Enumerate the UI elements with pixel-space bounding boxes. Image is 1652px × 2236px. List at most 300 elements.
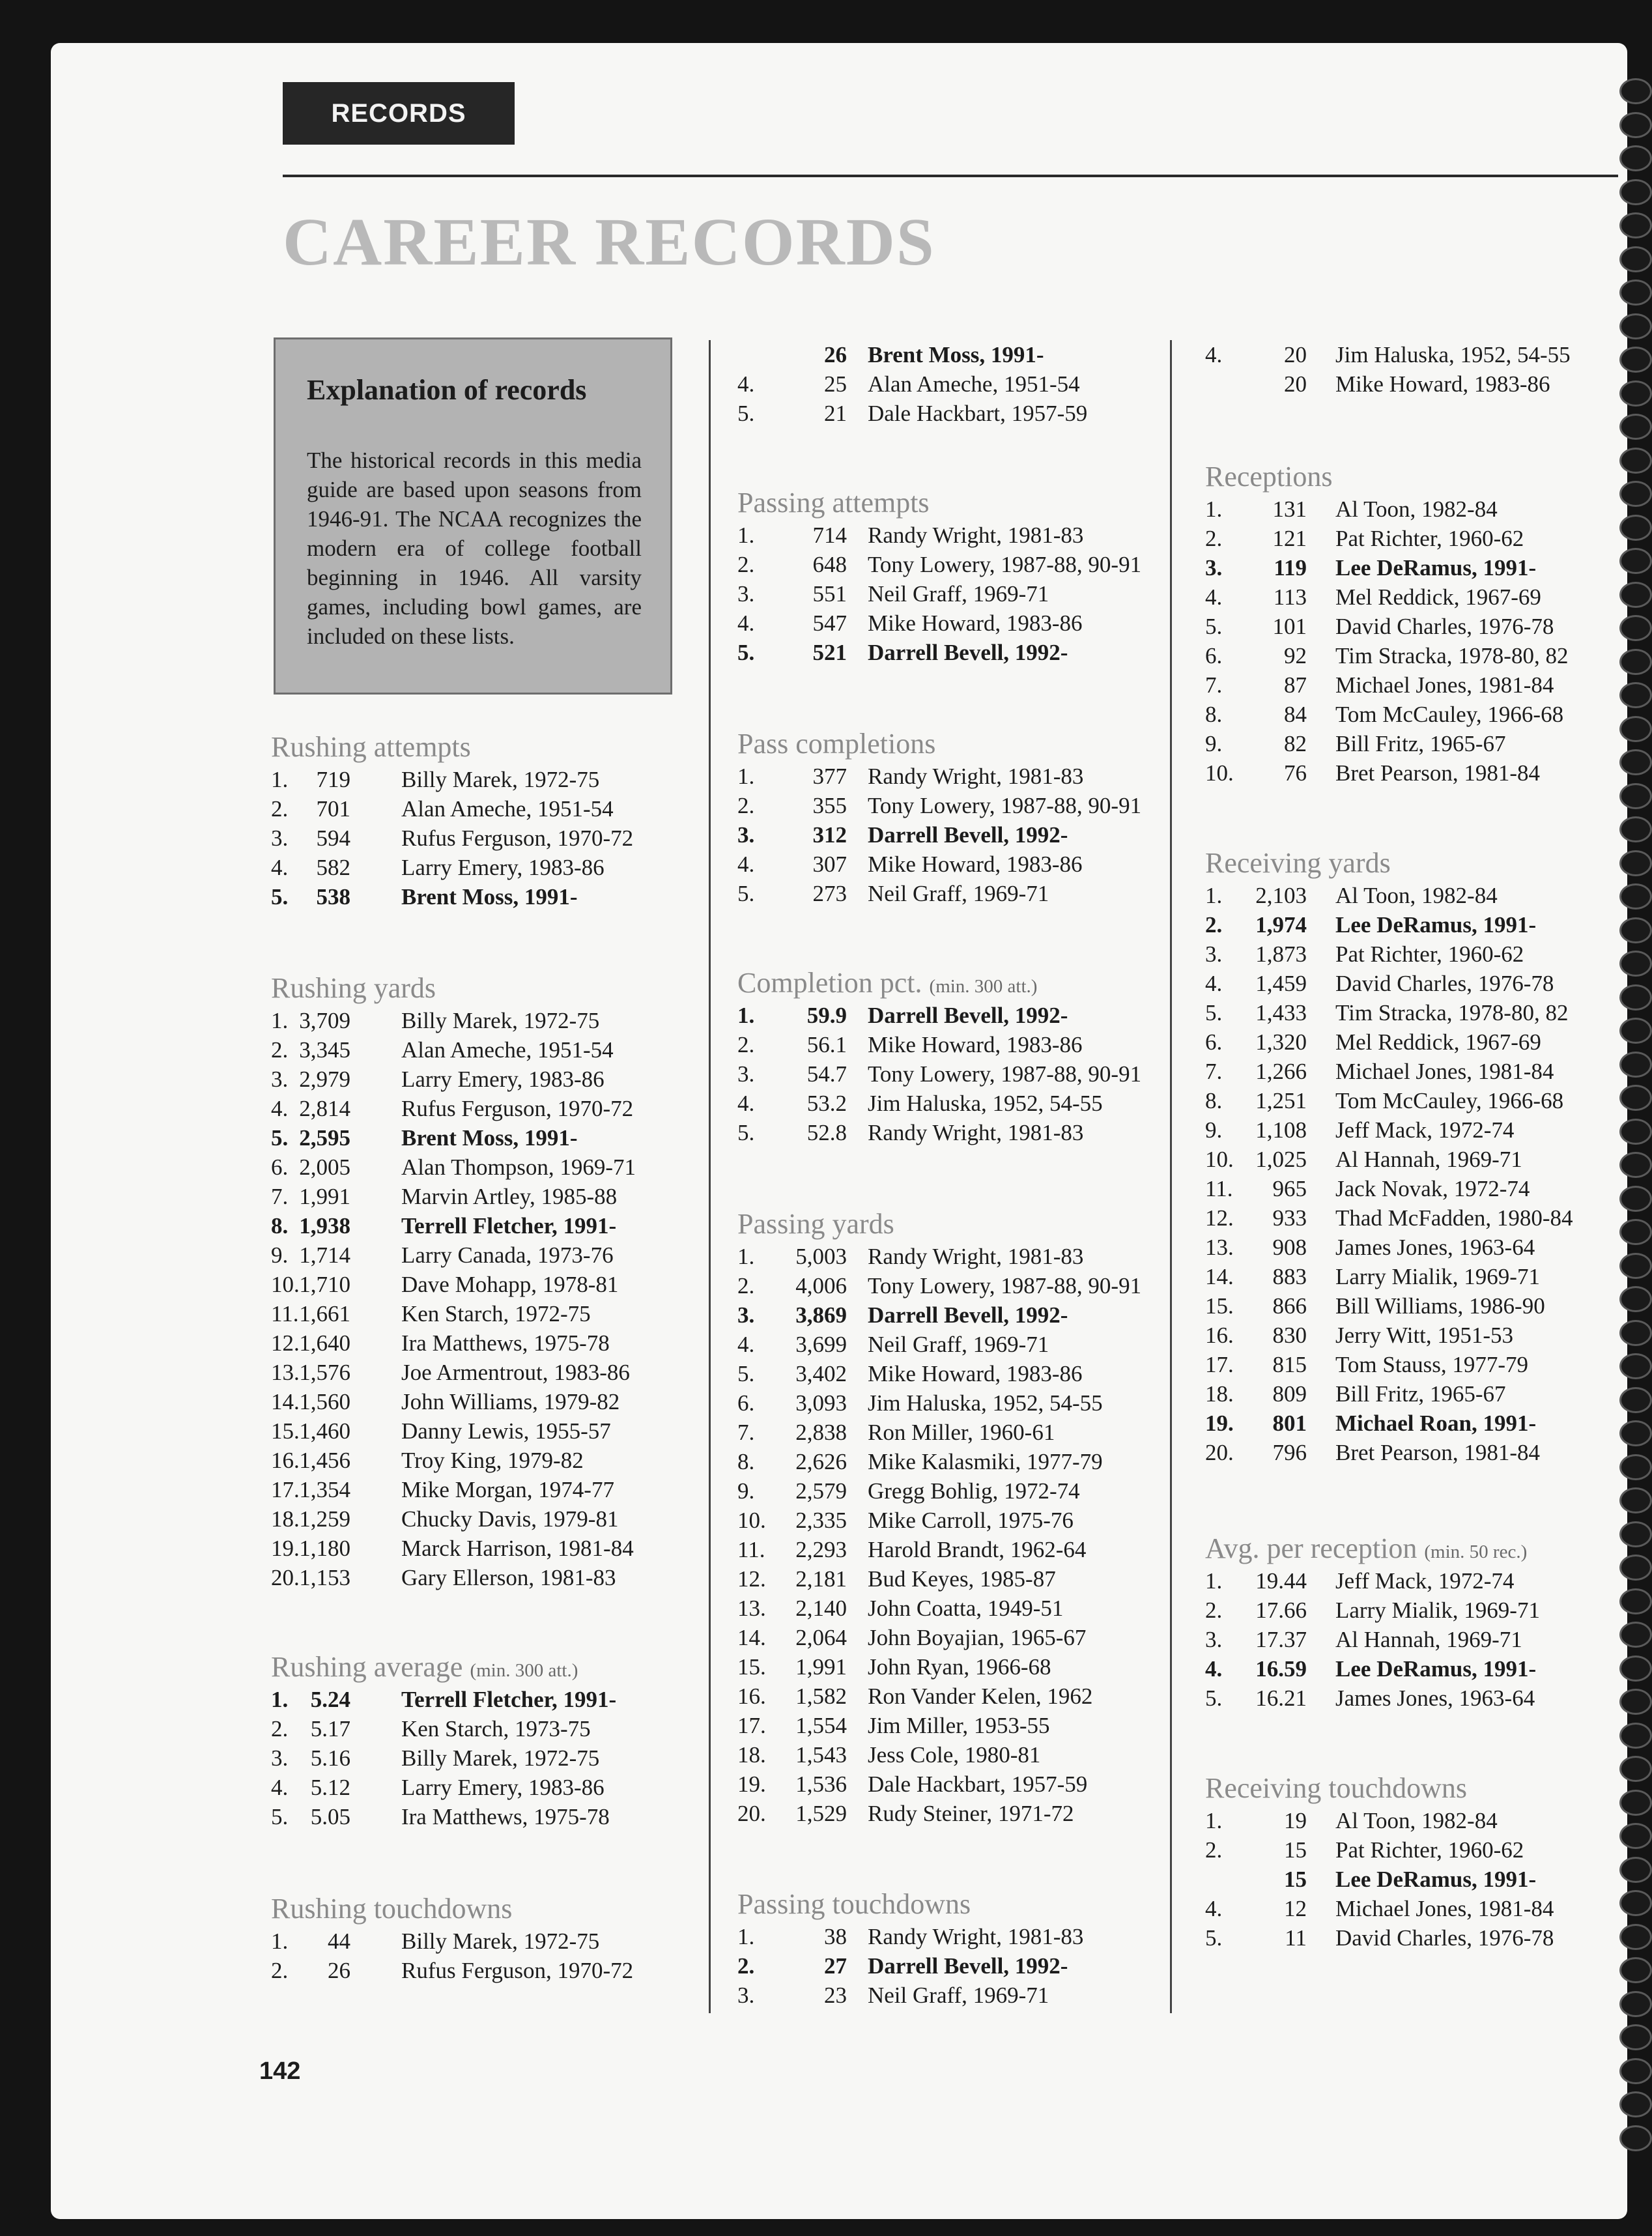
- record-row: [1205, 1865, 1635, 1894]
- record-player: Billy Marek, 1972-75: [401, 1928, 600, 1954]
- record-player: Jerry Witt, 1951-53: [1335, 1323, 1514, 1348]
- record-value: 1,320: [1255, 1029, 1307, 1055]
- record-rank: 9.: [1205, 1117, 1223, 1143]
- record-player: Alan Ameche, 1951-54: [868, 371, 1080, 397]
- record-rank: 5.: [1205, 614, 1223, 639]
- record-value: 5.12: [310, 1775, 350, 1800]
- record-player: Al Toon, 1982-84: [1335, 1808, 1498, 1833]
- record-value: 25: [824, 371, 847, 397]
- record-value: 801: [1272, 1411, 1307, 1436]
- record-row: [737, 850, 1167, 879]
- record-player: Darrell Bevell, 1992-: [868, 1302, 1068, 1328]
- record-player: Alan Ameche, 1951-54: [401, 796, 614, 822]
- page-number: 142: [259, 2057, 301, 2085]
- record-rank: 7.: [271, 1184, 289, 1209]
- record-row: [737, 638, 1167, 667]
- record-player: Bill Fritz, 1965-67: [1335, 731, 1506, 756]
- record-rank: 5.: [271, 884, 289, 910]
- record-value: 648: [812, 552, 847, 577]
- record-rank: 3.: [737, 581, 755, 607]
- category-note: (min. 300 att.): [929, 976, 1038, 997]
- record-player: Al Hannah, 1969-71: [1335, 1627, 1522, 1652]
- record-rank: 12.: [271, 1330, 300, 1356]
- record-rank: 4.: [1205, 342, 1223, 367]
- record-row: [737, 1981, 1167, 2010]
- record-row: [737, 1300, 1167, 1330]
- record-value: 1,554: [795, 1713, 847, 1738]
- record-player: Terrell Fletcher, 1991-: [401, 1687, 617, 1712]
- record-row: [271, 1927, 701, 1956]
- record-rank: 8.: [737, 1449, 755, 1474]
- record-rank: 14.: [1205, 1264, 1234, 1289]
- record-row: [737, 1059, 1167, 1089]
- page-title: CAREER RECORDS: [283, 205, 935, 280]
- record-value: 1,710: [299, 1272, 350, 1297]
- record-rank: 19.: [1205, 1411, 1234, 1436]
- category-title: [737, 1207, 1167, 1242]
- record-category: [737, 726, 1167, 908]
- record-value: 101: [1272, 614, 1307, 639]
- record-player: Lee DeRamus, 1991-: [1335, 912, 1537, 938]
- record-category: [1205, 1531, 1635, 1713]
- record-value: 538: [316, 884, 350, 910]
- category-title: [737, 966, 1167, 1001]
- record-category: [737, 1887, 1167, 2010]
- record-row: [737, 1594, 1167, 1623]
- record-rank: 5.: [737, 640, 755, 665]
- record-rank: 5.: [737, 881, 755, 906]
- record-row: [737, 1506, 1167, 1535]
- category-title: [1205, 846, 1635, 881]
- record-value: 355: [812, 793, 847, 818]
- record-rank: 10.: [271, 1272, 300, 1297]
- spiral-ring: [1619, 2091, 1652, 2117]
- category-title-text: Pass completions: [737, 728, 936, 760]
- record-row: [271, 1211, 701, 1240]
- record-player: Billy Marek, 1972-75: [401, 1745, 600, 1771]
- record-row: [737, 609, 1167, 638]
- record-row: [737, 1359, 1167, 1388]
- record-row: [271, 1387, 701, 1416]
- record-row: [271, 1299, 701, 1328]
- record-rank: 20.: [737, 1801, 766, 1826]
- record-player: Ira Matthews, 1975-78: [401, 1330, 610, 1356]
- record-player: Mike Howard, 1983-86: [868, 610, 1083, 636]
- record-row: [271, 882, 701, 911]
- record-row: [271, 1534, 701, 1563]
- record-row: [271, 1563, 701, 1592]
- record-row: [737, 1770, 1167, 1799]
- record-row: [271, 1475, 701, 1504]
- record-value: 1,974: [1255, 912, 1307, 938]
- record-player: Tom McCauley, 1966-68: [1335, 1088, 1564, 1113]
- record-rank: 4.: [737, 1091, 755, 1116]
- record-row: [271, 794, 701, 824]
- record-player: Jess Cole, 1980-81: [868, 1742, 1041, 1768]
- category-title-text: Passing touchdowns: [737, 1888, 971, 1920]
- record-player: Mel Reddick, 1967-69: [1335, 1029, 1541, 1055]
- record-row: [737, 579, 1167, 609]
- record-player: Jeff Mack, 1972-74: [1335, 1568, 1515, 1594]
- record-player: Rufus Ferguson, 1970-72: [401, 1958, 634, 1983]
- record-value: 1,456: [299, 1448, 350, 1473]
- record-value: 4,006: [795, 1273, 847, 1298]
- record-row: [737, 1089, 1167, 1118]
- record-value: 2,335: [795, 1508, 847, 1533]
- record-rank: 11.: [737, 1537, 765, 1562]
- record-player: Jim Miller, 1953-55: [868, 1713, 1050, 1738]
- record-player: John Boyajian, 1965-67: [868, 1625, 1087, 1650]
- record-row: [271, 1270, 701, 1299]
- record-row: [1205, 1379, 1635, 1409]
- record-value: 20: [1284, 342, 1307, 367]
- record-row: [1205, 1145, 1635, 1174]
- record-player: Larry Emery, 1983-86: [401, 855, 605, 880]
- record-rank: 20.: [271, 1565, 300, 1590]
- record-row: [1205, 340, 1635, 369]
- record-rank: 2.: [1205, 1598, 1223, 1623]
- record-player: Darrell Bevell, 1992-: [868, 1003, 1068, 1028]
- record-rank: 3.: [737, 822, 755, 848]
- record-value: 15: [1284, 1837, 1307, 1863]
- record-player: Brent Moss, 1991-: [401, 884, 578, 910]
- record-value: 883: [1272, 1264, 1307, 1289]
- record-player: Lee DeRamus, 1991-: [1335, 1656, 1537, 1682]
- spiral-ring: [1619, 246, 1652, 272]
- record-row: [1205, 1321, 1635, 1350]
- record-rank: 4.: [271, 855, 289, 880]
- record-rank: 7.: [737, 1420, 755, 1445]
- record-value: 551: [812, 581, 847, 607]
- record-value: 1,714: [299, 1242, 350, 1268]
- record-row: [737, 1242, 1167, 1271]
- record-row: [1205, 910, 1635, 939]
- record-row: [737, 1271, 1167, 1300]
- category-title: [737, 726, 1167, 762]
- record-player: Bill Fritz, 1965-67: [1335, 1381, 1506, 1407]
- record-category: [737, 1207, 1167, 1828]
- record-value: 2,005: [299, 1154, 350, 1180]
- record-player: Marck Harrison, 1981-84: [401, 1536, 634, 1561]
- header-rule: [283, 175, 1618, 177]
- record-player: John Williams, 1979-82: [401, 1389, 620, 1414]
- record-rank: 15.: [1205, 1293, 1234, 1319]
- record-value: 23: [824, 1983, 847, 2008]
- record-value: 3,709: [299, 1008, 350, 1033]
- category-title-text: Avg. per reception: [1205, 1532, 1417, 1564]
- record-player: Pat Richter, 1960-62: [1335, 941, 1524, 967]
- record-value: 2,595: [299, 1125, 350, 1151]
- record-player: Al Toon, 1982-84: [1335, 883, 1498, 908]
- record-row: [271, 1123, 701, 1153]
- record-player: Tony Lowery, 1987-88, 90-91: [868, 1061, 1142, 1087]
- record-row: [1205, 1438, 1635, 1467]
- record-rank: 12.: [1205, 1205, 1234, 1231]
- record-player: Joe Armentrout, 1983-86: [401, 1360, 630, 1385]
- record-rank: 10.: [737, 1508, 766, 1533]
- record-rank: 7.: [1205, 1059, 1223, 1084]
- record-player: Randy Wright, 1981-83: [868, 764, 1084, 789]
- record-category: [737, 485, 1167, 667]
- category-title-text: Rushing attempts: [271, 731, 471, 763]
- record-row: [1205, 969, 1635, 998]
- record-rank: 11.: [271, 1301, 299, 1326]
- category-title-text: Passing attempts: [737, 487, 930, 519]
- record-rank: 2.: [271, 1958, 289, 1983]
- record-player: Tim Stracka, 1978-80, 82: [1335, 643, 1569, 668]
- record-rank: 17.: [271, 1477, 300, 1502]
- record-value: 719: [316, 767, 350, 792]
- record-rank: 1.: [1205, 883, 1223, 908]
- record-row: [737, 1711, 1167, 1740]
- record-row: [1205, 1203, 1635, 1233]
- spiral-ring: [1619, 212, 1652, 238]
- record-player: Mike Howard, 1983-86: [1335, 371, 1550, 397]
- record-row: [271, 1416, 701, 1446]
- record-rank: 4.: [737, 852, 755, 877]
- record-value: 1,108: [1255, 1117, 1307, 1143]
- record-value: 1,266: [1255, 1059, 1307, 1084]
- record-rank: 13.: [271, 1360, 300, 1385]
- record-row: [271, 1504, 701, 1534]
- record-value: 2,064: [795, 1625, 847, 1650]
- record-value: 377: [812, 764, 847, 789]
- record-row: [271, 1182, 701, 1211]
- record-value: 1,576: [299, 1360, 350, 1385]
- record-rank: 1.: [271, 767, 289, 792]
- record-rank: 4.: [737, 610, 755, 636]
- record-player: Tom Stauss, 1977-79: [1335, 1352, 1529, 1377]
- record-value: 2,579: [795, 1478, 847, 1504]
- record-player: Lee DeRamus, 1991-: [1335, 555, 1537, 580]
- record-row: [737, 791, 1167, 820]
- record-player: Troy King, 1979-82: [401, 1448, 584, 1473]
- record-value: 52.8: [806, 1120, 847, 1145]
- record-value: 113: [1273, 584, 1307, 610]
- record-row: [1205, 1806, 1635, 1835]
- record-player: Gregg Bohlig, 1972-74: [868, 1478, 1080, 1504]
- category-title-text: Passing yards: [737, 1208, 894, 1240]
- record-rank: 2.: [1205, 526, 1223, 551]
- record-rank: 4.: [271, 1096, 289, 1121]
- record-value: 307: [812, 852, 847, 877]
- record-rank: 3.: [271, 1745, 289, 1771]
- record-row: [737, 340, 1167, 369]
- record-rank: 14.: [737, 1625, 766, 1650]
- record-rank: 3.: [737, 1061, 755, 1087]
- record-player: Brent Moss, 1991-: [868, 342, 1044, 367]
- record-value: 312: [812, 822, 847, 848]
- record-value: 3,869: [795, 1302, 847, 1328]
- record-player: Neil Graff, 1969-71: [868, 881, 1049, 906]
- record-rank: 4.: [737, 371, 755, 397]
- record-value: 76: [1284, 760, 1307, 786]
- record-rank: 1.: [1205, 496, 1223, 522]
- record-rank: 17.: [737, 1713, 766, 1738]
- record-rank: 3.: [1205, 555, 1223, 580]
- record-row: [271, 1065, 701, 1094]
- record-value: 5.17: [310, 1716, 350, 1742]
- record-player: Dale Hackbart, 1957-59: [868, 1771, 1088, 1797]
- record-category: [737, 966, 1167, 1147]
- record-row: [271, 1714, 701, 1743]
- record-row: [1205, 1262, 1635, 1291]
- record-rank: 3.: [271, 1067, 289, 1092]
- spiral-ring: [1619, 179, 1652, 205]
- record-rank: 3.: [737, 1983, 755, 2008]
- record-category: [737, 340, 1167, 428]
- spiral-ring: [1619, 1487, 1652, 1513]
- record-value: 1,460: [299, 1418, 350, 1444]
- record-row: [737, 521, 1167, 550]
- record-row: [1205, 881, 1635, 910]
- record-row: [1205, 369, 1635, 399]
- record-value: 16.59: [1255, 1656, 1307, 1682]
- record-rank: 12.: [737, 1566, 766, 1592]
- record-player: Mike Morgan, 1974-77: [401, 1477, 614, 1502]
- record-row: [1205, 1086, 1635, 1115]
- record-player: Harold Brandt, 1962-64: [868, 1537, 1087, 1562]
- record-rank: 4.: [1205, 1656, 1223, 1682]
- record-rank: 19.: [737, 1771, 766, 1797]
- record-player: Chucky Davis, 1979-81: [401, 1506, 619, 1532]
- record-value: 2,814: [299, 1096, 350, 1121]
- record-row: [737, 1623, 1167, 1652]
- record-row: [1205, 729, 1635, 758]
- record-rank: 1.: [737, 1003, 755, 1028]
- record-row: [1205, 670, 1635, 700]
- record-row: [737, 1564, 1167, 1594]
- record-row: [1205, 1174, 1635, 1203]
- record-row: [271, 1240, 701, 1270]
- record-row: [271, 1035, 701, 1065]
- spiral-ring: [1619, 78, 1652, 104]
- category-title: [1205, 459, 1635, 494]
- spiral-ring: [1619, 112, 1652, 138]
- record-value: 965: [1272, 1176, 1307, 1201]
- record-category: [1205, 459, 1635, 788]
- record-row: [1205, 998, 1635, 1027]
- record-row: [271, 1358, 701, 1387]
- record-value: 714: [812, 523, 847, 548]
- record-rank: 3.: [1205, 1627, 1223, 1652]
- record-row: [271, 824, 701, 853]
- record-player: Michael Jones, 1981-84: [1335, 1059, 1554, 1084]
- record-category: [271, 730, 701, 911]
- record-category: [1205, 1771, 1635, 1953]
- record-rank: 2.: [1205, 912, 1223, 938]
- explanation-text: The historical records in this media guide are based upon seasons from 1946-91. The NCAA recognizes the modern era of college football beginning in 1946. All varsity games, including bowl games, are included on these lists.: [307, 448, 642, 649]
- record-player: Al Hannah, 1969-71: [1335, 1147, 1522, 1172]
- record-value: 87: [1284, 672, 1307, 698]
- record-value: 1,433: [1255, 1000, 1307, 1025]
- record-category: [1205, 846, 1635, 1467]
- record-rank: 3.: [271, 825, 289, 851]
- record-value: 3,093: [795, 1390, 847, 1416]
- record-value: 11: [1285, 1925, 1307, 1951]
- record-rank: 4.: [1205, 1896, 1223, 1921]
- record-rank: 2.: [737, 1953, 755, 1979]
- record-rank: 6.: [737, 1390, 755, 1416]
- record-value: 1,259: [299, 1506, 350, 1532]
- record-value: 1,560: [299, 1389, 350, 1414]
- record-value: 17.37: [1255, 1627, 1307, 1652]
- record-rank: 5.: [1205, 1925, 1223, 1951]
- record-rank: 1.: [271, 1687, 289, 1712]
- record-rank: 6.: [1205, 1029, 1223, 1055]
- record-player: Tony Lowery, 1987-88, 90-91: [868, 1273, 1142, 1298]
- category-title: [271, 1650, 701, 1685]
- record-rank: 8.: [1205, 702, 1223, 727]
- record-rank: 2.: [737, 1032, 755, 1057]
- category-title-text: Rushing average: [271, 1651, 463, 1683]
- record-value: 84: [1284, 702, 1307, 727]
- record-value: 2,838: [795, 1420, 847, 1445]
- record-player: Ken Starch, 1973-75: [401, 1716, 591, 1742]
- record-player: Ira Matthews, 1975-78: [401, 1804, 610, 1829]
- record-value: 2,140: [795, 1596, 847, 1621]
- record-player: Bud Keyes, 1985-87: [868, 1566, 1056, 1592]
- record-player: Larry Mialik, 1969-71: [1335, 1264, 1540, 1289]
- record-row: [1205, 524, 1635, 553]
- record-row: [737, 1682, 1167, 1711]
- record-player: Jim Haluska, 1952, 54-55: [868, 1091, 1103, 1116]
- record-row: [737, 1447, 1167, 1476]
- record-row: [271, 1094, 701, 1123]
- record-player: Pat Richter, 1960-62: [1335, 1837, 1524, 1863]
- record-rank: 4.: [271, 1775, 289, 1800]
- record-value: 56.1: [806, 1032, 847, 1057]
- spiral-ring: [1619, 145, 1652, 171]
- record-row: [271, 1006, 701, 1035]
- record-rank: 1.: [737, 1244, 755, 1269]
- record-rank: 9.: [1205, 731, 1223, 756]
- record-row: [1205, 1894, 1635, 1923]
- record-row: [271, 1328, 701, 1358]
- record-player: Bret Pearson, 1981-84: [1335, 1440, 1540, 1465]
- record-player: Tony Lowery, 1987-88, 90-91: [868, 793, 1142, 818]
- category-title: [271, 730, 701, 765]
- record-value: 796: [1272, 1440, 1307, 1465]
- record-value: 16.21: [1255, 1685, 1307, 1711]
- record-category: [271, 971, 701, 1592]
- record-row: [737, 1535, 1167, 1564]
- record-row: [1205, 1566, 1635, 1596]
- record-rank: 1.: [737, 764, 755, 789]
- record-value: 1,543: [795, 1742, 847, 1768]
- record-value: 815: [1272, 1352, 1307, 1377]
- section-tab: RECORDS: [283, 82, 515, 145]
- record-player: Rufus Ferguson, 1970-72: [401, 825, 634, 851]
- record-rank: 9.: [271, 1242, 289, 1268]
- record-player: Lee DeRamus, 1991-: [1335, 1867, 1537, 1892]
- spiral-ring: [1619, 1957, 1652, 1983]
- record-value: 1,640: [299, 1330, 350, 1356]
- record-row: [737, 1922, 1167, 1951]
- record-category: [1205, 340, 1635, 399]
- record-rank: 1.: [737, 1924, 755, 1949]
- category-title: [271, 1891, 701, 1927]
- record-value: 26: [824, 342, 847, 367]
- record-rank: 8.: [1205, 1088, 1223, 1113]
- record-row: [271, 1743, 701, 1773]
- column-divider: [709, 340, 711, 2013]
- record-rank: 16.: [1205, 1323, 1234, 1348]
- record-rank: 16.: [271, 1448, 300, 1473]
- record-row: [737, 1118, 1167, 1147]
- record-rank: 5.: [1205, 1000, 1223, 1025]
- record-player: Larry Emery, 1983-86: [401, 1775, 605, 1800]
